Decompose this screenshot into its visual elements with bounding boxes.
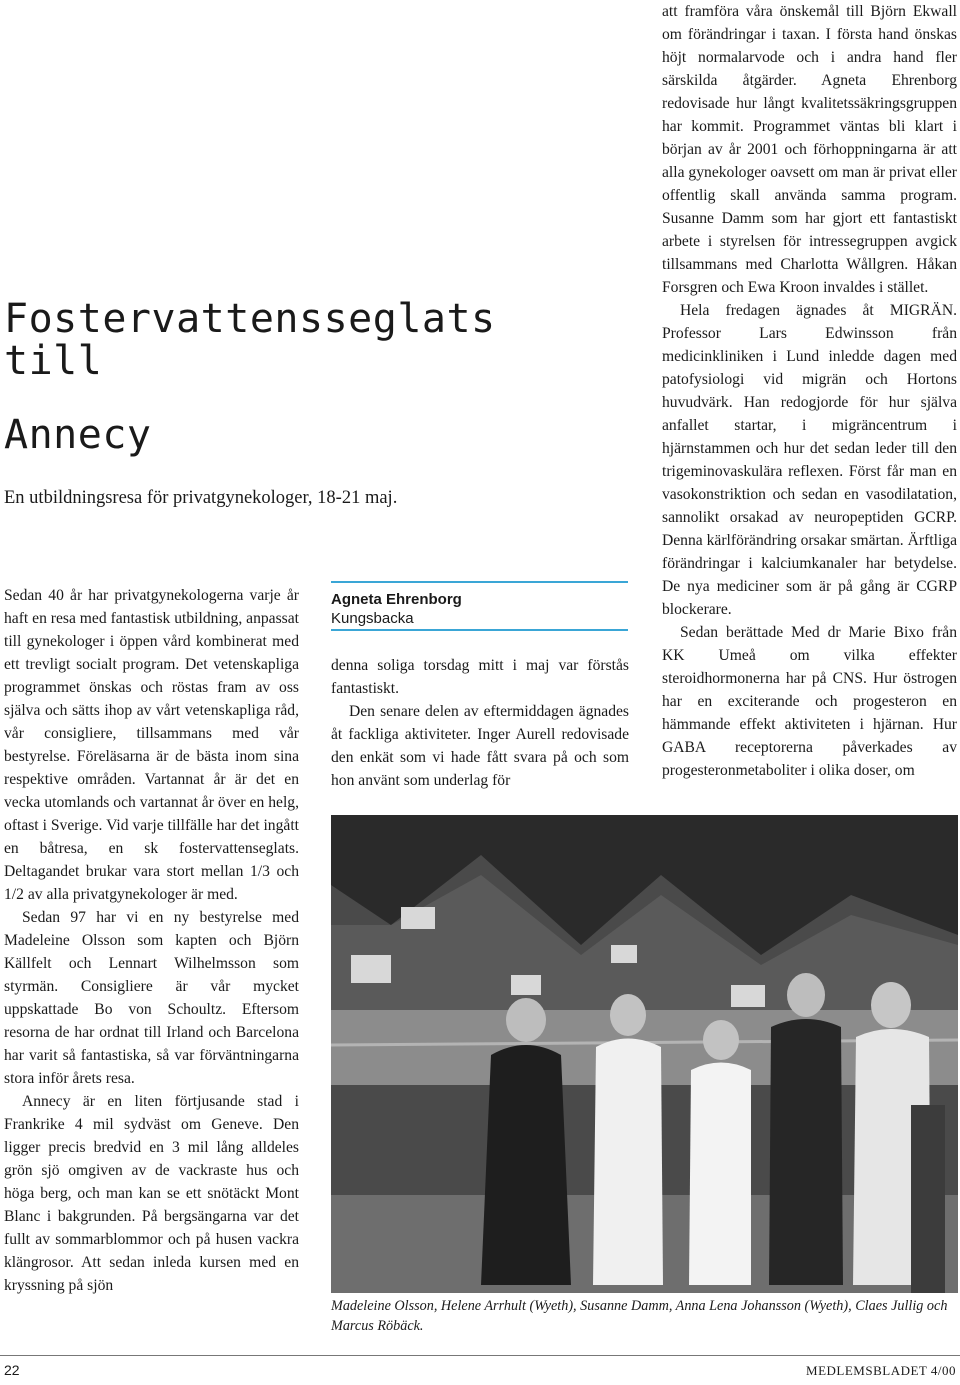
text-column-left	[4, 584, 299, 1297]
article-title-line-2: Annecy	[4, 412, 152, 458]
article-subtitle: En utbildningsresa för privatgynekologer, 18-21 maj.	[4, 488, 398, 508]
author-city: Kungsbacka	[331, 610, 414, 627]
photo-post	[911, 1105, 945, 1293]
paragraph: Den senare delen av eftermiddagen ägnades åt fackliga aktiviteter. Inger Aurell redovisade den enkät som vi hade fått svara på och som hon använt som underlag för	[331, 703, 629, 789]
page-number: 22	[4, 1362, 20, 1378]
paragraph: Sedan berättade Med dr Marie Bixo från KK Umeå om vilka effekter steroidhormonerna har på CNS. Hur östrogen har en exciterande och progesteron en hämmande effekt aktiviteten i hjärnan. Hur GABA receptorerna påverkades av progesteronmetaboliter i olika doser, om	[662, 624, 957, 779]
footer-divider	[0, 1355, 960, 1356]
paragraph: Sedan 40 år har privatgynekologerna varje år haft en resa med fantastisk utbildning, anpassat till gynekologer i öppen vård kombinerat med ett trevligt socialt program. Det vetenskapliga programmet önskas och röstas fram av oss själva och sätts ihop av vårt vetenskapliga råd, vår consigliere, tillsammans med vår bestyrelse. Föreläsarna är de bästa inom sina respektive områden. Vartannat år är det en vecka utomlands och vartannat år över en helg, oftast i Sverige. Vid varje tillfälle har det ingått en båtresa, en sk fostervattenseglats. Deltagandet brukar vara stort mellan 1/3 och 1/2 av alla privatgynekologer är med.	[4, 587, 299, 903]
paragraph: att framföra våra önskemål till Björn Ekwall om förändringar i taxan. I första hand önskas höjt normalarvode och i andra hand fler särskilda åtgärder. Agneta Ehrenborg redovisade hur långt kvalitetssäkringsgruppen har kommit. Programmet väntas bli klart i början av år 2001 och förhoppningarna är att alla gynekologer oavsett om man är privat eller offentlig skall använda samma program. Susanne Damm som har gjort ett fantastiskt arbete i styrelsen för intressegruppen avgick tillsammans med Charlotta Wållgren. Håkan Forsgren och Ewa Kroon invaldes i stället.	[662, 3, 957, 296]
group-photo-illustration	[331, 815, 958, 1293]
text-column-right	[662, 0, 957, 782]
article-title-line-1: Fostervattensseglats till	[4, 296, 496, 384]
magazine-issue: MEDLEMSBLADET 4/00	[806, 1363, 956, 1378]
paragraph: Annecy är en liten förtjusande stad i Frankrike 4 mil sydväst om Geneve. Den ligger precis bredvid en 3 mil lång alldeles grön sjö omgiven av de vackraste hus och höga berg, och man kan se ett snötäckt Mont Blanc i bakgrunden. På bergsängarna var det fullt av sommarblommor och på husen vackra klängrosor. Att sedan inleda kursen med en kryssning på sjön	[4, 1093, 299, 1294]
photo-caption: Madeleine Olsson, Helene Arrhult (Wyeth), Susanne Damm, Anna Lena Johansson (Wyeth), Claes Jullig och Marcus Röbäck.	[331, 1298, 948, 1334]
group-photo	[331, 815, 958, 1293]
author-name: Agneta Ehrenborg	[331, 591, 462, 608]
author-byline	[331, 581, 628, 631]
paragraph: denna soliga torsdag mitt i maj var förstås fantastiskt.	[331, 657, 629, 697]
text-column-middle	[331, 654, 629, 792]
paragraph: Hela fredagen ägnades åt MIGRÄN. Professor Lars Edwinsson från medicinkliniken i Lund inledde dagen med patofysiologi vid migrän och Hortons huvudvärk. Han redogjorde för hur själva anfallet startar, i migräncentrum i hjärnstammen och hur det sedan leder till den trigeminovaskulära reflexen. Först får man en vasokonstriktion och sedan en vasodilatation, sannolikt orsakad av neuropeptiden GCRP. Denna kärlförändring orsakar smärtan. Ärftliga förändringar i kalciumkanaler har betydelse. De nya mediciner som är på gång är CGRP blockerare.	[662, 302, 957, 618]
article-title	[4, 298, 604, 488]
paragraph: Sedan 97 har vi en ny bestyrelse med Madeleine Olsson som kapten och Björn Källfelt och Lennart Wilhelmsson som styrmän. Consigliere är vår mycket uppskattade Bo von Schoultz. Eftersom resorna de har ordnat till Irland och Barcelona har varit så fantastiska, så var förväntningarna stora inför årets resa.	[4, 909, 299, 1087]
